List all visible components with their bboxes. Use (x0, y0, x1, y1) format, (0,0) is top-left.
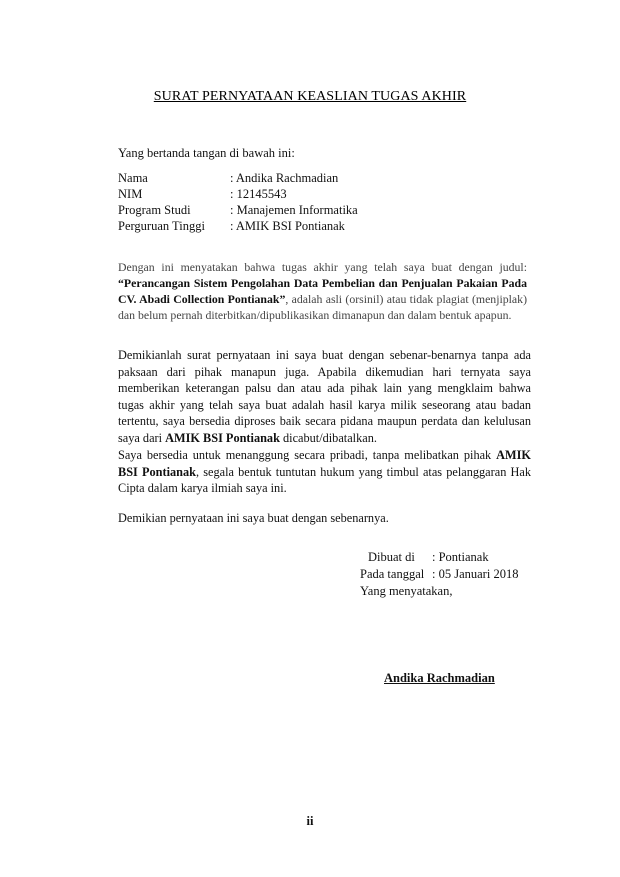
identity-row-nama (118, 170, 358, 186)
declaration-paragraph (118, 347, 531, 446)
nama-label: Nama (118, 171, 148, 185)
place-row (360, 549, 518, 566)
declaration-lead: Demikianlah surat pernyataan ini saya buat dengan sebenar-benarnya tanpa ada paksaan dari pihak manapun juga. Apabila dikemudian hari ternyata saya memberikan keterangan palsu dan atau ada pihak lain yang mengklaim bahwa tugas akhir yang telah saya buat adalah hasil karya milik seseorang atau badan tertentu, saya bersedia diproses baik secara pidana maupun perdata dan kelulusan saya dari (118, 348, 531, 445)
institution-name: AMIK BSI Pontianak (165, 430, 280, 445)
pt-value: : AMIK BSI Pontianak (230, 219, 345, 233)
nama-value: : Andika Rachmadian (230, 171, 339, 185)
nim-label: NIM (118, 187, 143, 201)
page-number: ii (306, 814, 314, 828)
pt-label: Perguruan Tinggi (118, 219, 205, 233)
statement-paragraph (118, 259, 527, 323)
liability-rest: , segala bentuk tuntutan hukum yang timbul atas pelanggaran Hak Cipta dalam karya ilmiah saya ini. (118, 464, 531, 495)
place-date-block (360, 549, 518, 600)
date-row (360, 566, 518, 583)
document-title: SURAT PERNYATAAN KEASLIAN TUGAS AKHIR (153, 89, 467, 104)
identity-row-pt (118, 218, 358, 234)
identity-table (118, 170, 358, 234)
dibuat-label: Dibuat di (368, 550, 415, 564)
liability-paragraph (118, 447, 531, 497)
identity-row-prodi (118, 202, 358, 218)
institution-name-2: AMIK BSI Pontianak (118, 448, 531, 479)
intro-text: Yang bertanda tangan di bawah ini: (118, 146, 295, 160)
closing-paragraph: Demikian pernyataan ini saya buat dengan sebenarnya. (118, 511, 389, 525)
dibuat-value: : Pontianak (432, 550, 489, 564)
identity-row-nim (118, 186, 358, 202)
prodi-label: Program Studi (118, 203, 191, 217)
thesis-title: “Perancangan Sistem Pengolahan Data Pembelian dan Penjualan Pakaian Pada CV. Abadi Collection Pontianak” (118, 276, 527, 306)
nim-value: : 12145543 (230, 187, 287, 201)
tanggal-value: : 05 Januari 2018 (432, 567, 519, 581)
prodi-value: : Manajemen Informatika (230, 203, 358, 217)
liability-lead: Saya bersedia untuk menanggung secara pribadi, tanpa melibatkan pihak (118, 448, 497, 462)
statement-rest: , adalah asli (orsinil) atau tidak plagiat (menjiplak) dan belum pernah diterbitkan/dipublikasikan dimanapun dan dalam bentuk apapun. (118, 292, 527, 322)
declaration-rest: dicabut/dibatalkan. (279, 430, 377, 445)
statement-lead: Dengan ini menyatakan bahwa tugas akhir yang telah saya buat dengan judul: (118, 260, 527, 274)
tanggal-label: Pada tanggal (360, 567, 425, 581)
menyatakan-text: Yang menyatakan, (360, 584, 453, 598)
signer-name: Andika Rachmadian (384, 671, 495, 685)
